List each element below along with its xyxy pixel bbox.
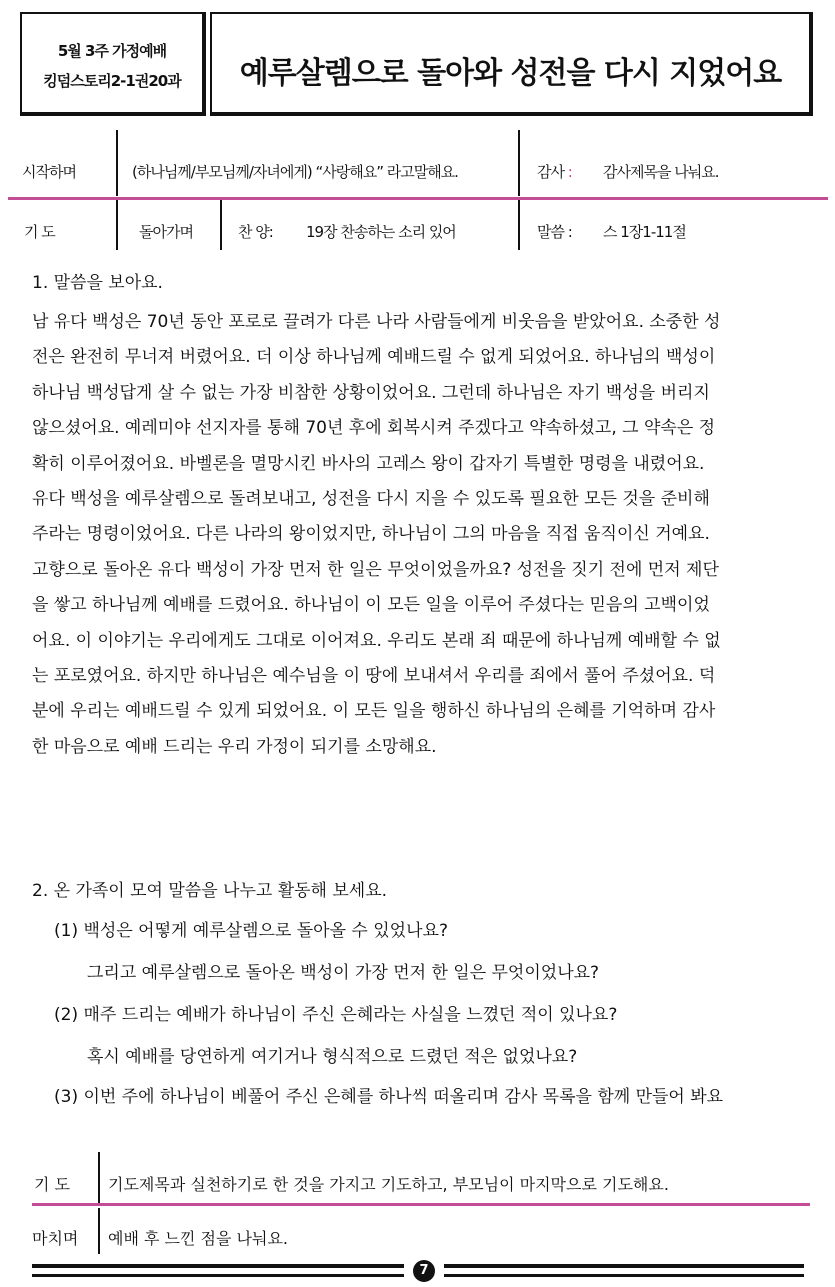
week-label: 5월 3주 가정예배	[57, 42, 167, 60]
title-box	[210, 12, 813, 116]
word-text: 스 1장1-11절	[603, 223, 686, 241]
divider	[220, 200, 222, 250]
body-line: 한 마음으로 예배 드리는 우리 가정이 되기를 소망해요.	[32, 736, 437, 757]
divider	[98, 1152, 100, 1204]
question-2-followup: 혹시 예배를 당연하게 여기거나 형식적으로 드렸던 적은 없었나요?	[87, 1047, 578, 1067]
thanks-label-text: 감사	[537, 163, 564, 181]
thanks-label	[537, 161, 572, 182]
body-line: 는 포로였어요. 하지만 하나님은 예수님을 이 땅에 보내셔서 우리를 죄에서 풀어 주셨어요. 덕	[32, 666, 716, 687]
lesson-info-box	[20, 12, 206, 116]
body-line: 유다 백성을 예루살렘으로 돌려보내고, 성전을 다시 지을 수 있도록 필요한 모든 것을 준비해	[32, 489, 710, 510]
start-label: 시작하며	[22, 163, 76, 181]
pink-divider	[8, 197, 828, 200]
divider	[518, 130, 520, 196]
body-line: 고향으로 돌아온 유다 백성이 가장 먼저 한 일은 무엇이었을까요? 성전을 짓기 전에 먼저 제단	[32, 559, 719, 580]
question-1-followup: 그리고 예루살렘으로 돌아온 백성이 가장 먼저 한 일은 무엇이었나요?	[87, 963, 600, 983]
section1-heading: 1. 말씀을 보아요.	[32, 273, 163, 293]
section2-heading: 2. 온 가족이 모여 말씀을 나누고 활동해 보세요.	[32, 881, 388, 901]
closing-prayer-label: 기 도	[34, 1175, 70, 1194]
closing-prayer-text: 기도제목과 실천하기로 한 것을 가지고 기도하고, 부모님이 마지막으로 기도해요.	[108, 1175, 669, 1194]
body-line: 주라는 명령이었어요. 다른 나라의 왕이었지만, 하나님이 그의 마음을 직접 움직이신 거예요.	[32, 524, 710, 545]
start-text: (하나님께/부모님께/자녀에게) “사랑해요” 라고말해요.	[132, 163, 458, 181]
hymn-label: 찬 양:	[238, 223, 273, 241]
question-3: (3) 이번 주에 하나님이 베풀어 주신 은혜를 하나씩 떠올리며 감사 목록을 함께 만들어 봐요	[54, 1087, 724, 1107]
page-title: 예루살렘으로 돌아와 성전을 다시 지었어요	[239, 56, 782, 91]
divider	[116, 130, 118, 196]
divider	[98, 1208, 100, 1254]
body-line: 분에 우리는 예배드릴 수 있게 되었어요. 이 모든 일을 행하신 하나님의 은혜를 기억하며 감사	[32, 701, 716, 722]
divider	[518, 200, 520, 250]
body-line: 확히 이루어졌어요. 바벨론을 멸망시킨 바사의 고레스 왕이 갑자기 특별한 명령을 내렸어요.	[32, 453, 705, 474]
pink-divider	[32, 1203, 810, 1206]
body-line: 남 유다 백성은 70년 동안 포로로 끌려가 다른 나라 사람들에게 비웃음을 받았어요. 소중한 성	[32, 312, 721, 332]
body-line: 하나님 백성답게 살 수 없는 가장 비참한 상황이었어요. 그런데 하나님은 자기 백성을 버리지	[32, 382, 710, 403]
word-label: 말씀 :	[537, 223, 572, 241]
divider	[116, 200, 118, 250]
section1-body	[32, 305, 802, 765]
question-1: (1) 백성은 어떻게 예루살렘으로 돌아올 수 있었나요?	[54, 921, 448, 941]
hymn-text: 19장 찬송하는 소리 있어	[306, 223, 456, 241]
closing-text: 예배 후 느낀 점을 나눠요.	[108, 1229, 288, 1248]
closing-label: 마치며	[32, 1229, 79, 1248]
body-line: 전은 완전히 무너져 버렸어요. 더 이상 하나님께 예배드릴 수 없게 되었어요. 하나님의 백성이	[32, 347, 716, 368]
body-line: 을 쌓고 하나님께 예배를 드렸어요. 하나님이 이 모든 일을 이루어 주셨다는 믿음의 고백이었	[32, 595, 710, 616]
thanks-colon: :	[567, 163, 572, 181]
prayer-text: 돌아가며	[139, 223, 193, 241]
body-line: 않으셨어요. 예레미야 선지자를 통해 70년 후에 회복시켜 주겠다고 약속하셨고, 그 약속은 정	[32, 418, 716, 439]
question-2: (2) 매주 드리는 예배가 하나님이 주신 은혜라는 사실을 느꼈던 적이 있나요?	[54, 1005, 618, 1025]
lesson-label: 킹덤스토리2-1권20과	[43, 72, 181, 90]
thanks-text: 감사제목을 나눠요.	[603, 163, 719, 181]
body-line: 어요. 이 이야기는 우리에게도 그대로 이어져요. 우리도 본래 죄 때문에 하나님께 예배할 수 없	[32, 630, 721, 651]
prayer-label: 기 도	[24, 223, 55, 241]
page-number: 7	[413, 1260, 435, 1282]
